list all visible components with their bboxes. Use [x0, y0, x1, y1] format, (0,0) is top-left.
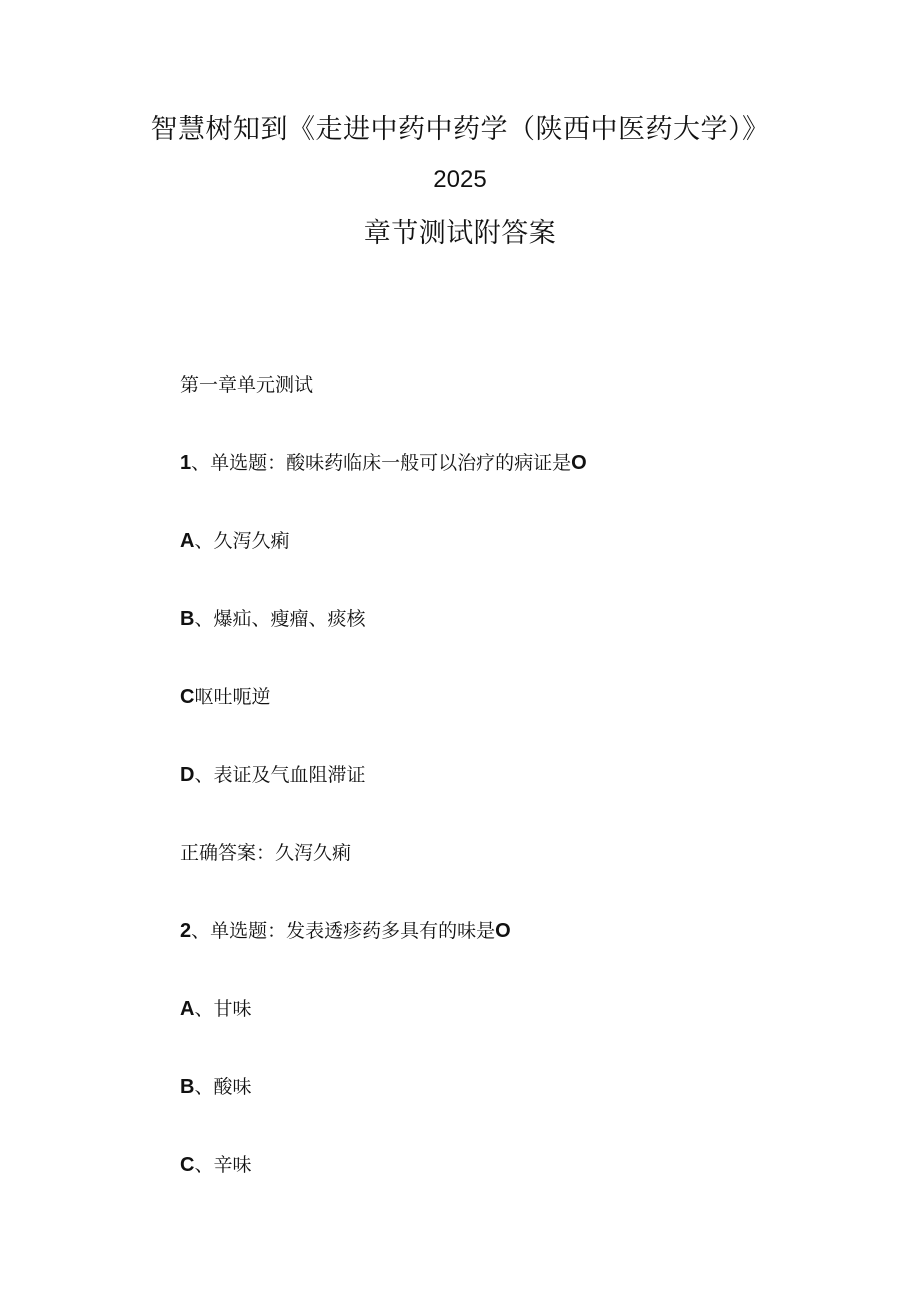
document-title [0, 108, 920, 256]
question-1-option-b [180, 602, 860, 680]
option-text: 、甘味 [194, 998, 252, 1020]
option-text: 、酸味 [194, 1076, 252, 1098]
option-letter: C [180, 686, 195, 708]
option-text: 、表证及气血阻滞证 [194, 764, 366, 786]
question-1-tail: O [571, 452, 587, 474]
question-1-option-a [180, 524, 860, 602]
option-text: 呕吐呃逆 [194, 686, 271, 708]
question-2-option-a [180, 992, 860, 1070]
question-1-option-d [180, 758, 860, 836]
question-1-text: 、单选题：酸味药临床一般可以治疗的病证是 [191, 452, 572, 474]
title-line-1: 智慧树知到《走进中药中药学（陕西中医药大学）》 [150, 114, 770, 145]
question-2-option-b [180, 1070, 860, 1148]
chapter-heading: 第一章单元测试 [180, 374, 314, 396]
question-1 [180, 446, 860, 524]
question-2-text: 、单选题：发表透疹药多具有的味是 [191, 920, 496, 942]
option-text: 、久泻久痢 [194, 530, 290, 552]
option-letter: D [180, 764, 195, 786]
document-body [180, 368, 860, 1226]
option-letter: A [180, 998, 195, 1020]
option-letter: B [180, 1076, 195, 1098]
option-letter: A [180, 530, 195, 552]
question-1-answer: 正确答案：久泻久痢 [180, 842, 352, 864]
option-text: 、辛味 [194, 1154, 252, 1176]
title-line-3: 章节测试附答案 [363, 218, 557, 249]
question-2-option-c [180, 1148, 860, 1226]
option-letter: C [180, 1154, 195, 1176]
question-1-number: 1 [180, 452, 192, 474]
title-line-2-year: 2025 [433, 166, 487, 193]
option-letter: B [180, 608, 195, 630]
question-2 [180, 914, 860, 992]
question-2-tail: O [495, 920, 511, 942]
option-text: 、爆疝、瘦瘤、痰核 [194, 608, 366, 630]
question-2-number: 2 [180, 920, 192, 942]
question-1-option-c [180, 680, 860, 758]
